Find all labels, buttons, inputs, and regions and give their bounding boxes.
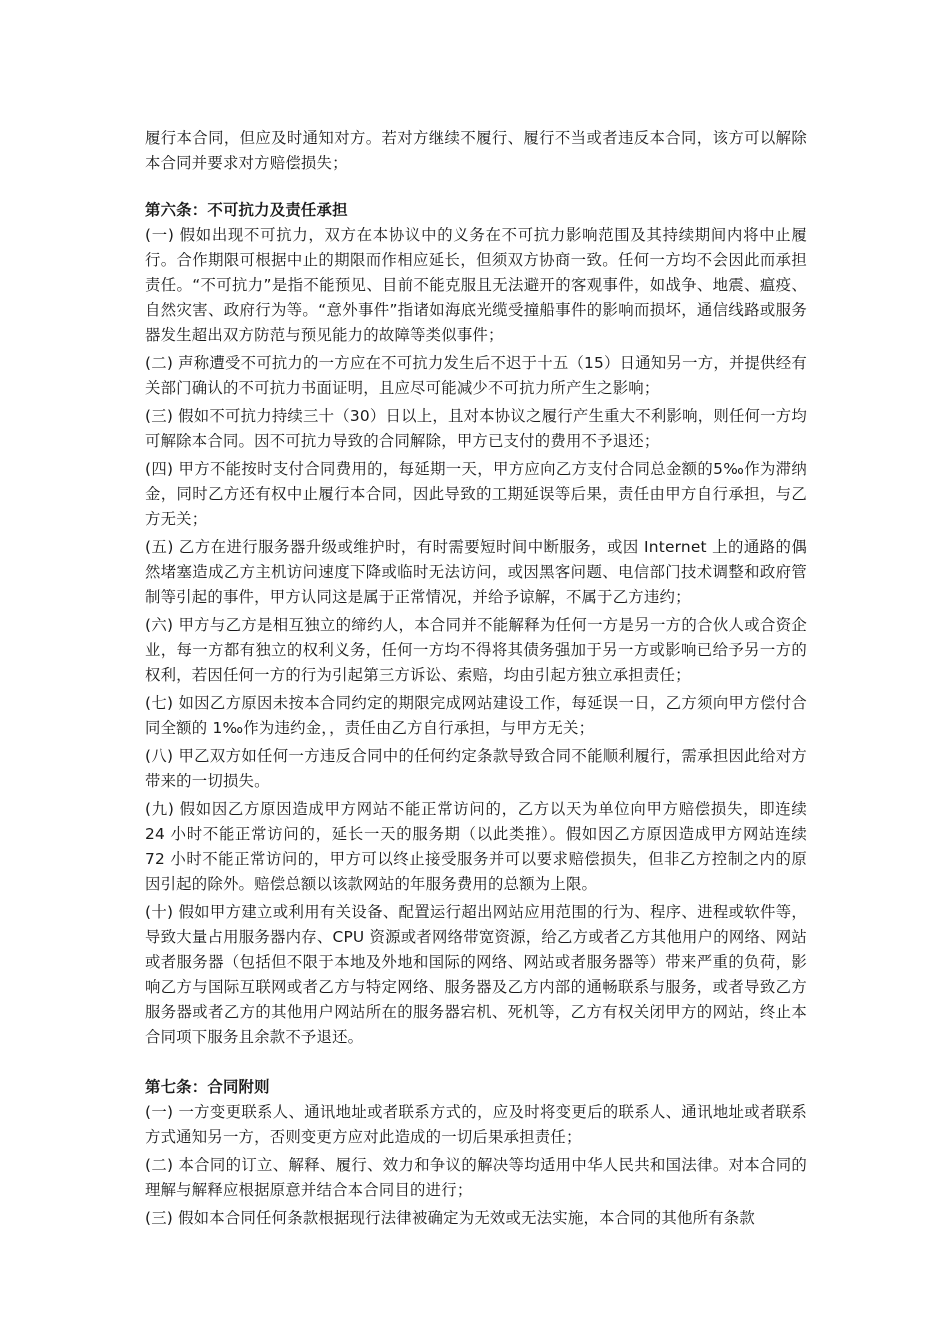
section-spacer	[145, 176, 807, 198]
section-6-clause-9: (九) 假如因乙方原因造成甲方网站不能正常访问的，乙方以天为单位向甲方赔偿损失，即连续 24 小时不能正常访问的，延长一天的服务期（以此类推）。假如因乙方原因造成甲方网站连续 72 小时不能正常访问的，甲方可以终止接受服务并可以要求赔偿损失，但非乙方控制之内的原因引起的除外。赔偿总额以该款网站的年服务费用的总额为上限。	[145, 800, 807, 893]
intro-paragraph: 履行本合同，但应及时通知对方。若对方继续不履行、履行不当或者违反本合同，该方可以解除本合同并要求对方赔偿损失；	[145, 129, 807, 172]
section-6-clause-8: (八) 甲乙双方如任何一方违反合同中的任何约定条款导致合同不能顺利履行，需承担因此给对方带来的一切损失。	[145, 747, 807, 790]
section-6-clause-1: (一) 假如出现不可抗力，双方在本协议中的义务在不可抗力影响范围及其持续期间内将中止履行。合作期限可根据中止的期限而作相应延长，但须双方协商一致。任何一方均不会因此而承担责任。“不可抗力”是指不能预见、目前不能克服且无法避开的客观事件，如战争、地震、瘟疫、自然灾害、政府行为等。“意外事件”指诸如海底光缆受撞船事件的影响而损坏，通信线路或服务器发生超出双方防范与预见能力的故障等类似事件；	[145, 226, 807, 344]
section-6-clause-6: (六) 甲方与乙方是相互独立的缔约人，本合同并不能解释为任何一方是另一方的合伙人或合资企业，每一方都有独立的权利义务，任何一方均不得将其债务强加于另一方或影响已给予另一方的权利，若因任何一方的行为引起第三方诉讼、索赔，均由引起方独立承担责任；	[145, 616, 807, 684]
section-6-clause-7: (七) 如因乙方原因未按本合同约定的期限完成网站建设工作，每延误一日，乙方须向甲方偿付合同全额的 1‰作为违约金，，责任由乙方自行承担，与甲方无关；	[145, 694, 807, 737]
section-6-heading: 第六条：不可抗力及责任承担	[145, 201, 348, 219]
section-7-clause-3: (三) 假如本合同任何条款根据现行法律被确定为无效或无法实施，本合同的其他所有条款	[145, 1209, 755, 1227]
section-6-clause-10: (十) 假如甲方建立或利用有关设备、配置运行超出网站应用范围的行为、程序、进程或软件等，导致大量占用服务器内存、CPU 资源或者网络带宽资源，给乙方或者乙方其他用户的网络、网站或者服务器（包括但不限于本地及外地和国际的网络、网站或者服务器等）带来严重的负荷，影响乙方与国际互联网或者乙方与特定网络、服务器及乙方内部的通畅联系与服务，或者导致乙方服务器或者乙方的其他用户网站所在的服务器宕机、死机等，乙方有权关闭甲方的网站，终止本合同项下服务且余款不予退还。	[145, 903, 807, 1046]
section-7-clause-2: (二) 本合同的订立、解释、履行、效力和争议的解决等均适用中华人民共和国法律。对本合同的理解与解释应根据原意并结合本合同目的进行；	[145, 1156, 807, 1199]
section-6-clause-2: (二) 声称遭受不可抗力的一方应在不可抗力发生后不迟于十五（15）日通知另一方，并提供经有关部门确认的不可抗力书面证明，且应尽可能减少不可抗力所产生之影响；	[145, 354, 807, 397]
section-spacer	[145, 1053, 807, 1075]
section-7-heading: 第七条：合同附则	[145, 1078, 270, 1096]
document-body	[145, 126, 807, 1234]
section-7-clause-1: (一) 一方变更联系人、通讯地址或者联系方式的，应及时将变更后的联系人、通讯地址或者联系方式通知另一方，否则变更方应对此造成的一切后果承担责任；	[145, 1103, 807, 1146]
section-6-clause-3: (三) 假如不可抗力持续三十（30）日以上，且对本协议之履行产生重大不利影响，则任何一方均可解除本合同。因不可抗力导致的合同解除，甲方已支付的费用不予退还；	[145, 407, 807, 450]
section-6-clause-4: (四) 甲方不能按时支付合同费用的，每延期一天，甲方应向乙方支付合同总金额的5‰作为滞纳金，同时乙方还有权中止履行本合同，因此导致的工期延误等后果，责任由甲方自行承担，与乙方无关；	[145, 460, 807, 528]
section-6-clause-5: (五) 乙方在进行服务器升级或维护时，有时需要短时间中断服务，或因 Internet 上的通路的偶然堵塞造成乙方主机访问速度下降或临时无法访问，或因黑客问题、电信部门技术调整和政府管制等引起的事件，甲方认同这是属于正常情况，并给予谅解，不属于乙方违约；	[145, 538, 807, 606]
